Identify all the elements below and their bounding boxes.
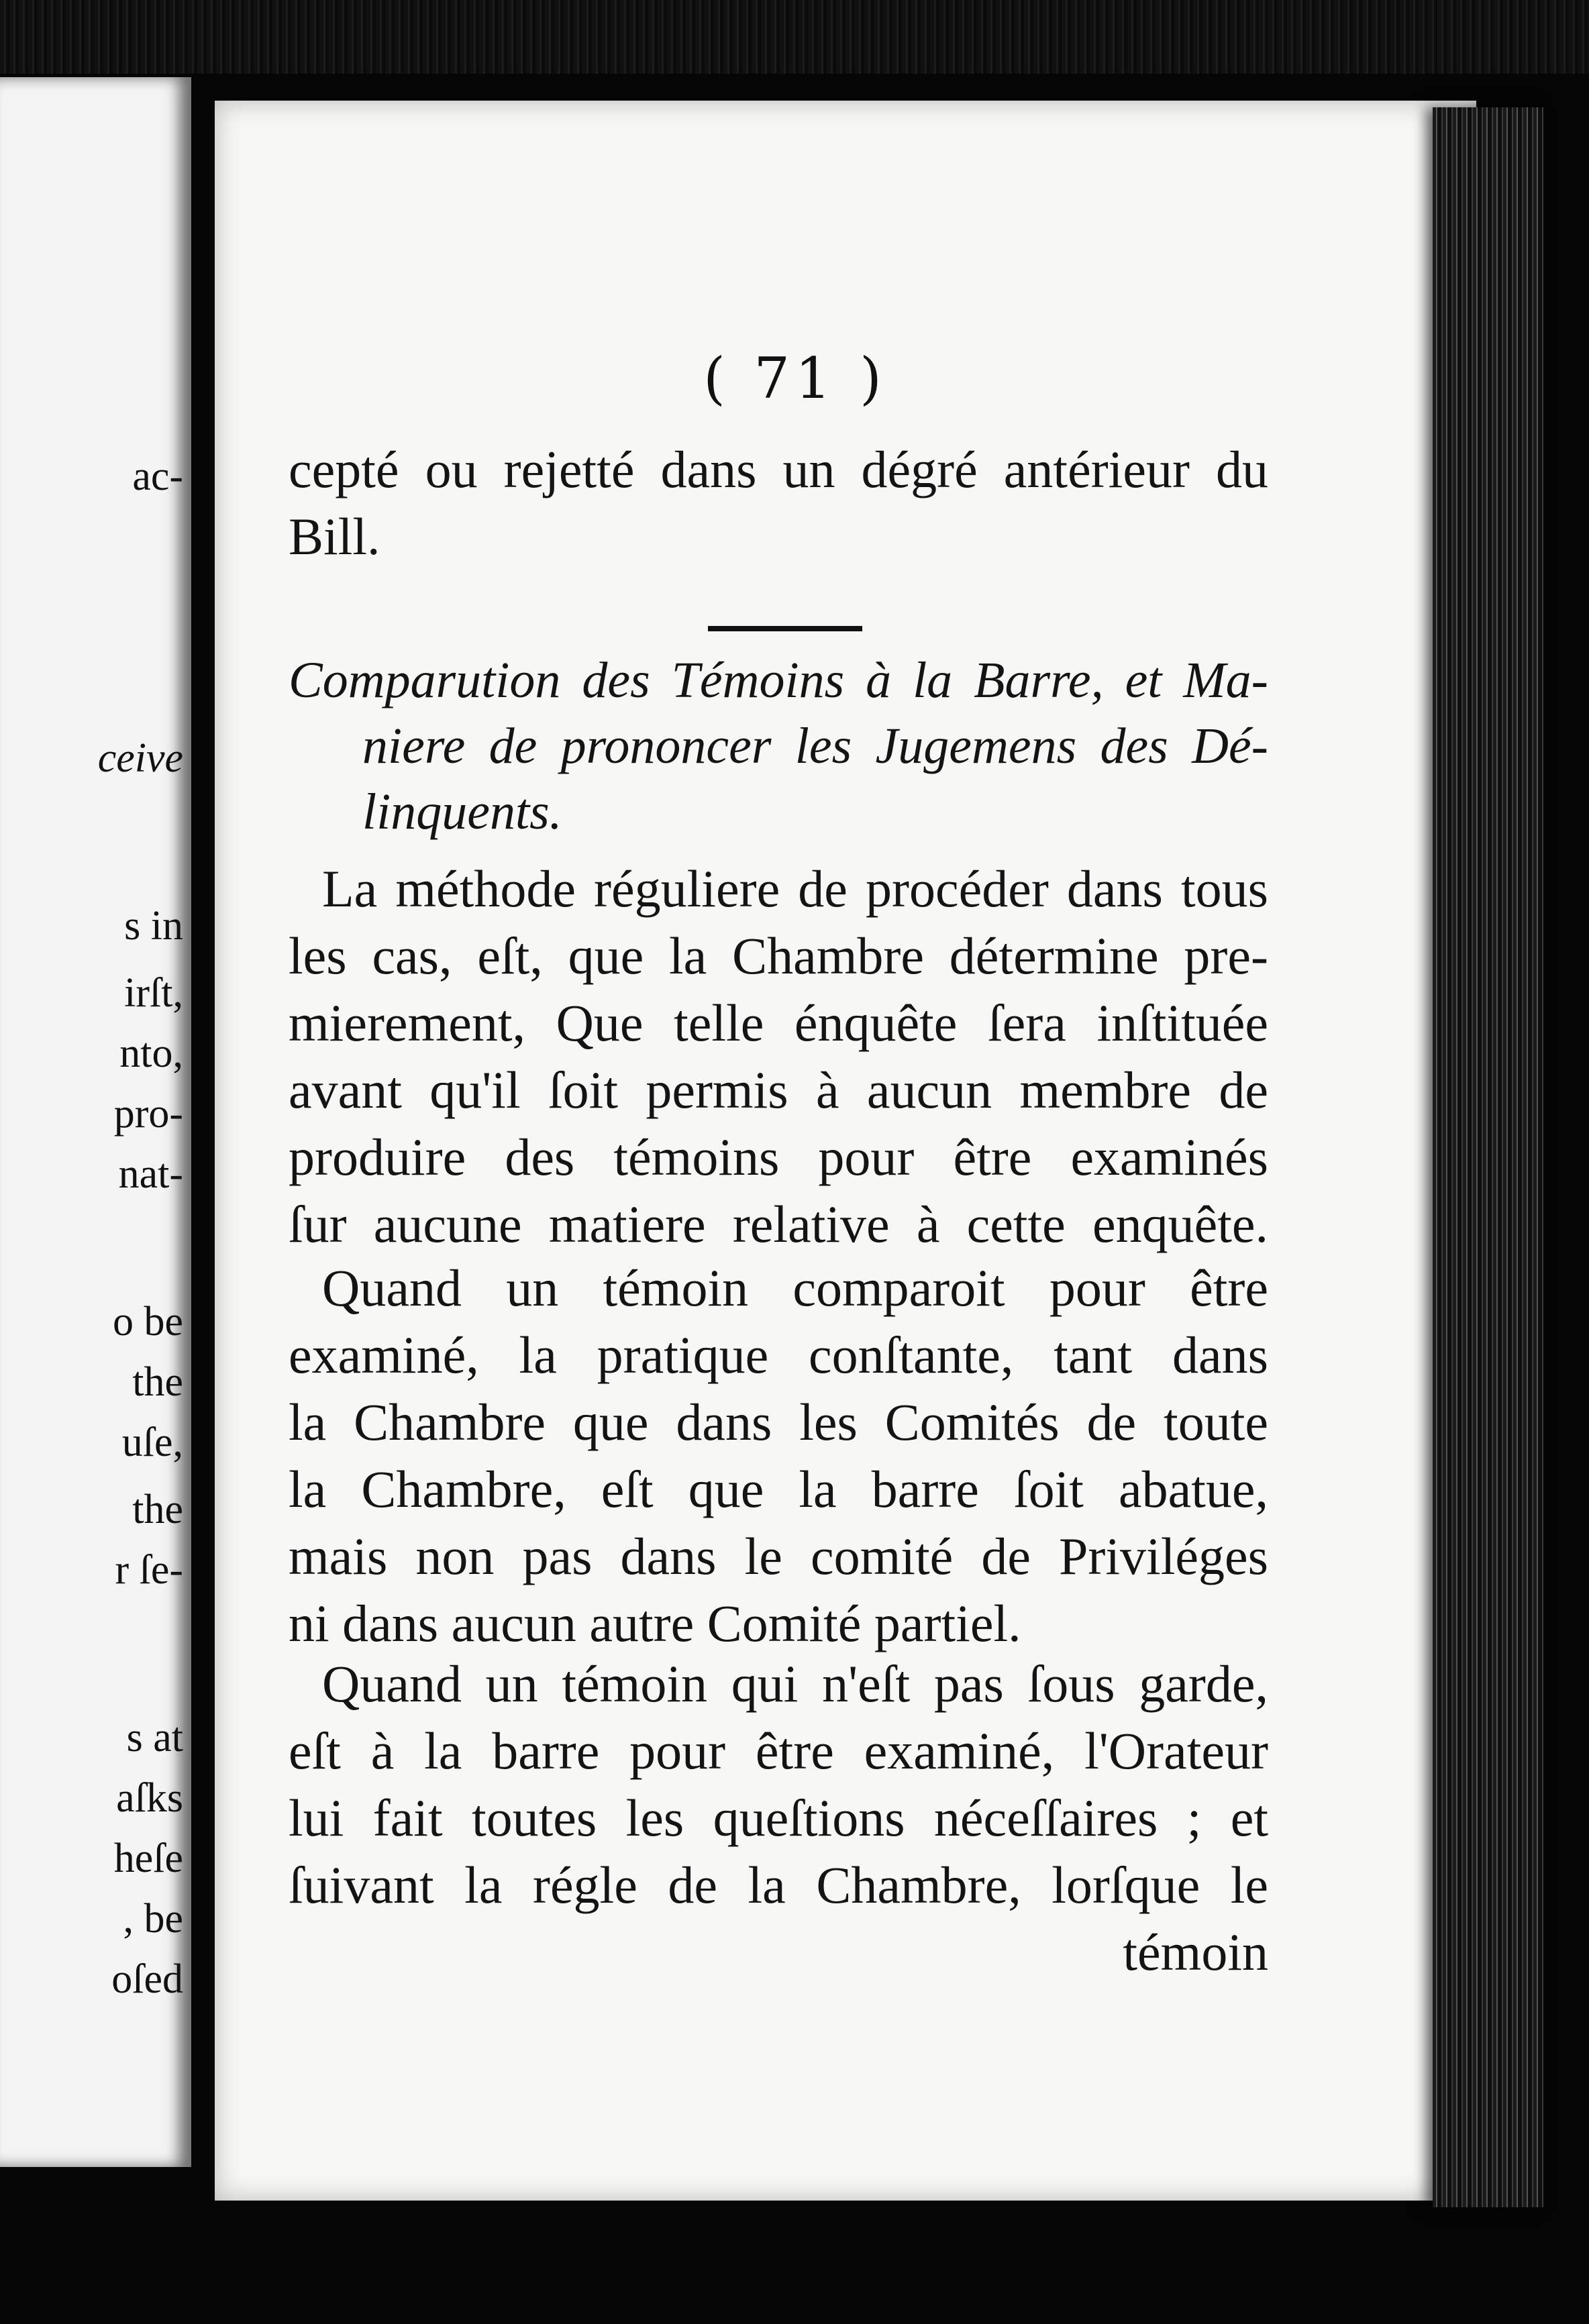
heading-line: linquents. — [362, 784, 562, 840]
text-line: Bill. — [289, 507, 380, 566]
left-facing-page — [0, 77, 191, 2167]
continuation-text — [289, 436, 1268, 570]
page-edge-binding — [1433, 107, 1543, 2207]
left-fragment: r ſe- — [115, 1547, 183, 1593]
text-line: avant qu'il ſoit permis à aucun membre de — [289, 1061, 1268, 1119]
left-fragment: s at — [126, 1715, 183, 1760]
text-line: Quand un témoin qui n'eſt pas ſous garde, — [322, 1654, 1268, 1713]
page-number: ( 71 ) — [703, 346, 887, 411]
catchword: témoin — [1123, 1923, 1268, 1981]
text-line: la Chambre, eſt que la barre ſoit abatue, — [289, 1460, 1268, 1518]
text-line: mierement, Que telle énquête ſera inſtituée — [289, 994, 1268, 1052]
left-fragment: uſe, — [121, 1420, 183, 1465]
left-fragment: oſed — [111, 1956, 183, 2002]
left-fragment: heſe — [113, 1836, 183, 1881]
text-line: ſur aucune matiere relative à cette enquête. — [289, 1195, 1268, 1253]
text-line: ſuivant la régle de la Chambre, lorſque le — [289, 1856, 1268, 1914]
left-fragment: o be — [112, 1299, 183, 1344]
heading-line: Comparution des Témoins à la Barre, et Ma- — [289, 652, 1268, 708]
section-divider — [708, 626, 862, 631]
section-heading — [289, 647, 1268, 845]
left-fragment: irſt, — [124, 970, 183, 1016]
paragraph — [289, 855, 1268, 1258]
paragraph — [289, 1255, 1268, 1657]
text-line: Quand un témoin comparoit pour être — [322, 1259, 1268, 1317]
catchword-block — [289, 1919, 1268, 1986]
left-fragment: nat- — [118, 1151, 183, 1197]
left-fragment: the — [132, 1487, 183, 1532]
text-line: examiné, la pratique conſtante, tant dans — [289, 1326, 1268, 1384]
paragraph — [289, 1650, 1268, 1919]
text-line: produire des témoins pour être examinés — [289, 1128, 1268, 1186]
text-line: eſt à la barre pour être examiné, l'Orateur — [289, 1722, 1268, 1780]
text-line: ni dans aucun autre Comité partiel. — [289, 1594, 1021, 1652]
scan-top-strip — [0, 0, 1589, 74]
left-fragment: pro- — [113, 1091, 183, 1137]
left-fragment: nto, — [119, 1031, 183, 1076]
text-line: la Chambre que dans les Comités de toute — [289, 1393, 1268, 1451]
left-fragment: the — [132, 1359, 183, 1405]
left-fragment: ac- — [132, 454, 183, 499]
heading-line: niere de prononcer les Jugemens des Dé- — [362, 718, 1268, 774]
text-line: cepté ou rejetté dans un dégré antérieur du — [289, 440, 1268, 498]
left-fragment: , be — [123, 1896, 183, 1942]
left-fragment: aſks — [116, 1775, 183, 1821]
left-fragment: s in — [124, 903, 183, 949]
text-line: les cas, eſt, que la Chambre détermine pre- — [289, 927, 1268, 985]
text-line: mais non pas dans le comité de Priviléges — [289, 1527, 1268, 1585]
text-line: lui fait toutes les queſtions néceſſaires ; et — [289, 1789, 1268, 1847]
left-fragment: ceive — [97, 735, 183, 781]
text-line: La méthode réguliere de procéder dans tous — [322, 859, 1268, 918]
